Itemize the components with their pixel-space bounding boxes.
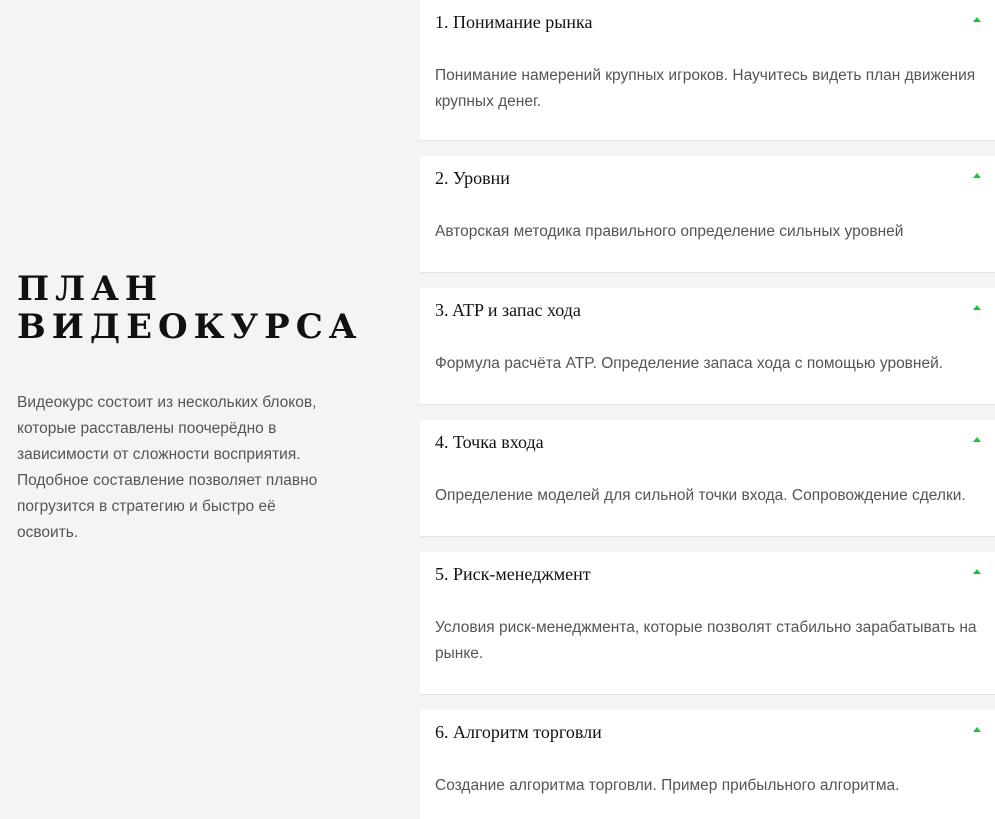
accordion-item-6-title: 6. Алгоритм торговли: [435, 722, 602, 742]
chevron-up-icon[interactable]: [973, 17, 981, 22]
chevron-up-icon[interactable]: [973, 305, 981, 310]
chevron-up-icon[interactable]: [973, 569, 981, 574]
accordion-item-6-header[interactable]: [435, 710, 995, 756]
section-title: [17, 269, 363, 347]
accordion-item-2: [420, 156, 995, 273]
accordion-item-1-title: 1. Понимание рынка: [435, 12, 593, 32]
accordion-item-4: [420, 420, 995, 537]
accordion-item-5-title: 5. Риск-менеджмент: [435, 564, 591, 584]
accordion-item-5: [420, 552, 995, 695]
accordion-item-5-text: Условия риск-менеджмента, которые позволят стабильно зарабатывать на рынке.: [435, 619, 977, 662]
accordion-item-3-title: 3. ATP и запас хода: [435, 300, 581, 320]
accordion-item-4-title: 4. Точка входа: [435, 432, 544, 452]
accordion-item-5-header[interactable]: [435, 552, 995, 598]
accordion-item-2-header[interactable]: [435, 156, 995, 202]
section-intro: [17, 269, 363, 546]
accordion-item-2-title: 2. Уровни: [435, 168, 510, 188]
accordion-item-4-header[interactable]: [435, 420, 995, 466]
chevron-up-icon[interactable]: [973, 173, 981, 178]
accordion-item-4-text: Определение моделей для сильной точки входа. Сопровождение сделки.: [435, 487, 966, 504]
section-description: Видеокурс состоит из нескольких блоков, которые расставлены поочерёдно в зависимости от сложности восприятия. Подобное составление позволяет плавно погрузится в стратегию и быстро её освоить.: [17, 394, 318, 541]
accordion-item-1-text: Понимание намерений крупных игроков. Научитесь видеть план движения крупных денег.: [435, 67, 976, 110]
accordion-item-6: [420, 710, 995, 819]
accordion-item-1: [420, 0, 995, 141]
section-title-line-1: ПЛАН: [17, 269, 163, 309]
accordion-item-1-header[interactable]: [435, 0, 995, 46]
section-title-line-2: ВИДЕОКУРСА: [17, 307, 363, 347]
accordion-item-3-header[interactable]: [435, 288, 995, 334]
chevron-up-icon[interactable]: [973, 727, 981, 732]
accordion-item-6-text: Создание алгоритма торговли. Пример прибыльного алгоритма.: [435, 777, 900, 794]
accordion-item-2-text: Авторская методика правильного определение сильных уровней: [435, 223, 904, 240]
accordion-item-3: [420, 288, 995, 405]
accordion-item-3-text: Формула расчёта ATP. Определение запаса хода с помощью уровней.: [435, 355, 944, 372]
chevron-up-icon[interactable]: [973, 437, 981, 442]
